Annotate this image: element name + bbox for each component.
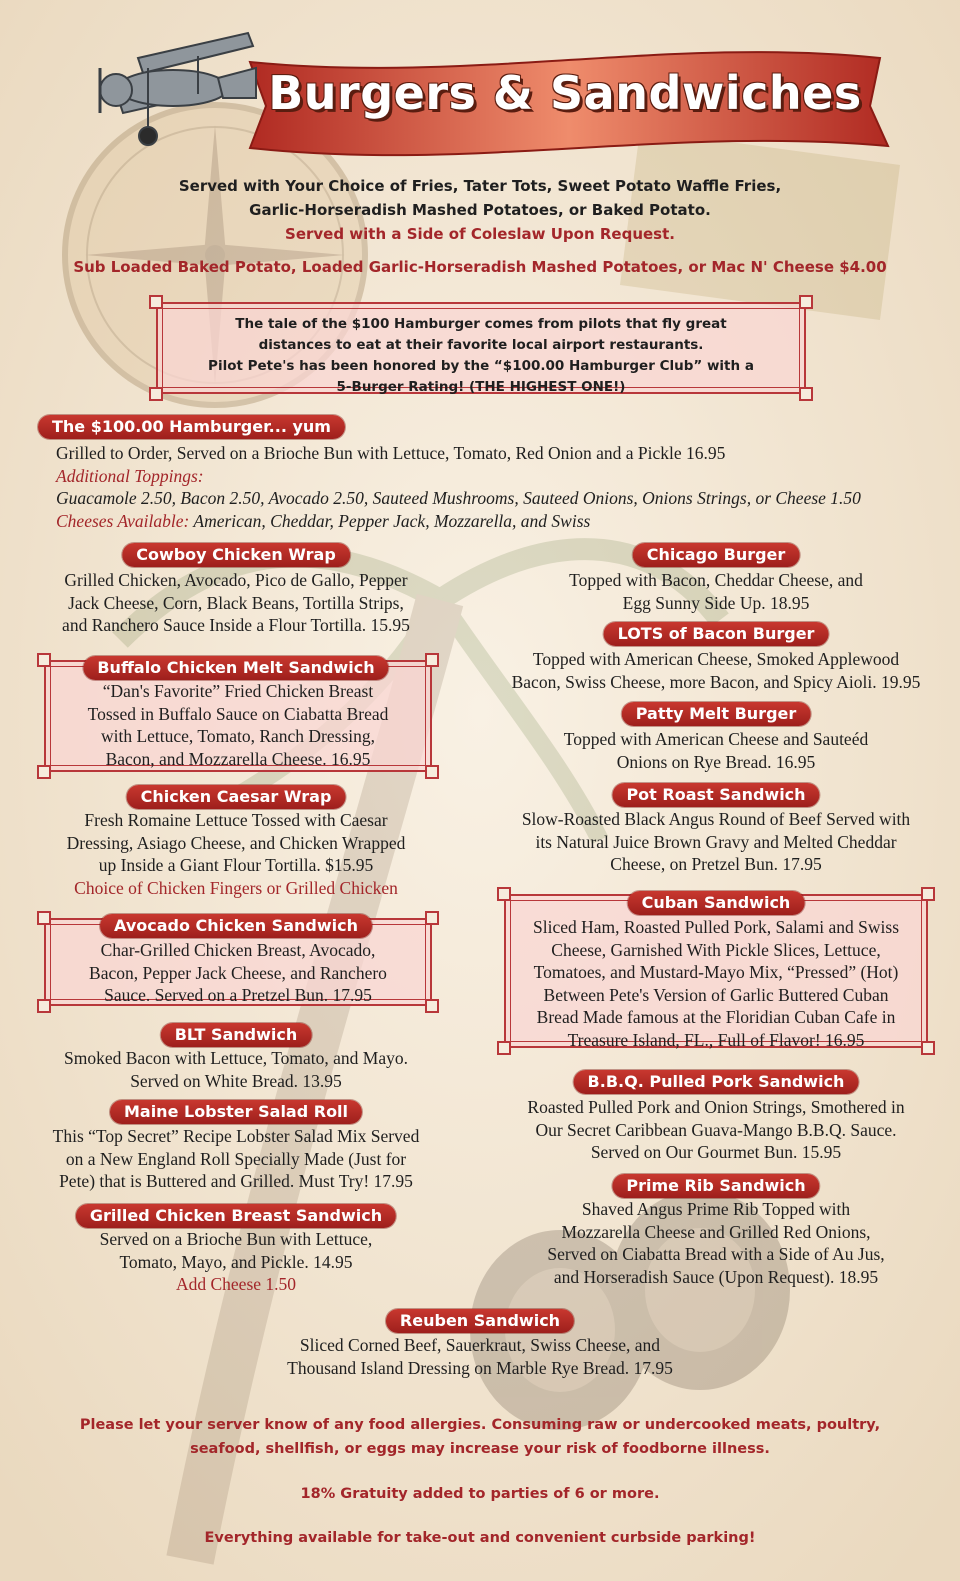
title-banner: [240, 44, 890, 164]
item-heading: Patty Melt Burger: [622, 702, 811, 726]
desc-line: Egg Sunny Side Up. 18.95: [622, 592, 810, 613]
item-heading: Chicago Burger: [633, 543, 800, 567]
desc-line: Served on Ciabatta Bread with a Side of Au Jus,: [547, 1244, 885, 1264]
item-heading: Grilled Chicken Breast Sandwich: [76, 1204, 396, 1228]
item-heading: BLT Sandwich: [161, 1023, 312, 1047]
intro-block: [0, 174, 960, 246]
item-heading: Pot Roast Sandwich: [612, 783, 819, 807]
item-heading: Cuban Sandwich: [628, 891, 805, 915]
desc-line: Treasure Island, FL., Full of Flavor! 16.95: [567, 1029, 865, 1050]
desc-line: Smoked Bacon with Lettuce, Tomato, and Mayo.: [63, 1048, 408, 1068]
takeout-notice: Everything available for take-out and convenient curbside parking!: [204, 1530, 756, 1546]
desc-line: Onions on Rye Bread. 16.95: [616, 751, 816, 772]
intro-line: Served with Your Choice of Fries, Tater Tots, Sweet Potato Waffle Fries,: [178, 177, 782, 195]
desc-line: its Natural Juice Brown Gravy and Melted Cheddar: [535, 831, 897, 852]
desc-line: Bacon, Swiss Cheese, more Bacon, and Spicy Aioli. 19.95: [511, 671, 921, 692]
desc-line: Cheese, Garnished With Pickle Slices, Lettuce,: [551, 939, 881, 960]
desc-line: Topped with American Cheese and Sauteéd: [563, 729, 869, 749]
desc-line: Topped with Bacon, Cheddar Cheese, and: [569, 570, 863, 590]
item-heading: Buffalo Chicken Melt Sandwich: [83, 656, 388, 680]
desc-line: Thousand Island Dressing on Marble Rye Bread. 17.95: [287, 1357, 673, 1378]
allergy-line: Please let your server know of any food allergies. Consuming raw or undercooked meats, poultry,: [79, 1417, 881, 1433]
desc-line: Mozzarella Cheese and Grilled Red Onions,: [561, 1221, 871, 1242]
hundred-burger-details: [56, 442, 946, 532]
item-heading: Maine Lobster Salad Roll: [110, 1100, 362, 1124]
hundred-burger-desc: Grilled to Order, Served on a Brioche Bun with Lettuce, Tomato, Red Onion and a Pickle 16.95: [56, 443, 726, 463]
page-title: Burgers & Sandwiches: [268, 66, 862, 120]
item-description: [504, 916, 928, 1051]
item-description: [18, 1125, 454, 1193]
allergy-notice: [0, 1413, 960, 1461]
desc-line: Grilled Chicken, Avocado, Pico de Gallo, Pepper: [64, 570, 408, 590]
toppings-label: Additional Toppings:: [56, 465, 204, 486]
item-heading: Avocado Chicken Sandwich: [100, 914, 372, 938]
gratuity-notice: 18% Gratuity added to parties of 6 or more.: [300, 1486, 660, 1502]
desc-line: Fresh Romaine Lettuce Tossed with Caesar: [84, 810, 388, 830]
desc-line: Char-Grilled Chicken Breast, Avocado,: [100, 940, 376, 960]
item-description: [480, 1096, 952, 1164]
desc-line: Bacon, and Mozzarella Cheese. 16.95: [105, 748, 371, 769]
desc-line: Topped with American Cheese, Smoked Applewood: [532, 649, 900, 669]
desc-line: with Lettuce, Tomato, Ranch Dressing,: [100, 726, 376, 746]
desc-line: Tomatoes, and Mustard-Mayo Mix, “Pressed” (Hot): [533, 962, 899, 982]
club-line: Pilot Pete's has been honored by the “$100.00 Hamburger Club” with a: [208, 358, 754, 374]
desc-line: Roasted Pulled Pork and Onion Strings, Smothered in: [527, 1097, 905, 1117]
club-line: distances to eat at their favorite local airport restaurants.: [258, 337, 704, 353]
desc-line: Pete) that is Buttered and Grilled. Must Try! 17.95: [59, 1171, 413, 1191]
hundred-burger-heading: The $100.00 Hamburger... yum: [38, 415, 345, 439]
item-heading: Reuben Sandwich: [386, 1309, 574, 1333]
desc-line: Bread Made famous at the Floridian Cuban Cafe in: [536, 1007, 896, 1027]
club-line: 5-Burger Rating! (THE HIGHEST ONE!): [336, 379, 626, 395]
biplane-icon: [78, 28, 258, 158]
item-heading: B.B.Q. Pulled Pork Sandwich: [574, 1070, 859, 1094]
desc-line: Cheese, on Pretzel Bun. 17.95: [610, 854, 822, 874]
item-description: [480, 1198, 952, 1288]
item-description: [480, 808, 952, 876]
desc-line: This “Top Secret” Recipe Lobster Salad Mix Served: [52, 1126, 420, 1146]
cheeses-list: American, Cheddar, Pepper Jack, Mozzarella, and Swiss: [189, 510, 591, 531]
item-description: [480, 648, 952, 693]
item-heading: Cowboy Chicken Wrap: [122, 543, 350, 567]
item-description: [18, 809, 454, 899]
desc-line: Served on Our Gourmet Bun. 15.95: [590, 1142, 842, 1162]
coleslaw-note: Served with a Side of Coleslaw Upon Request.: [285, 225, 675, 243]
desc-line: Shaved Angus Prime Rib Topped with: [581, 1199, 851, 1219]
item-description: [18, 569, 454, 637]
item-heading: Prime Rib Sandwich: [612, 1174, 819, 1198]
item-heading: Chicken Caesar Wrap: [127, 785, 346, 809]
substitution-note: Sub Loaded Baked Potato, Loaded Garlic-Horseradish Mashed Potatoes, or Mac N' Cheese $4.00: [73, 258, 887, 276]
desc-line: and Ranchero Sauce Inside a Flour Tortilla. 15.95: [62, 615, 410, 635]
desc-line: Our Secret Caribbean Guava-Mango B.B.Q. Sauce.: [535, 1119, 897, 1140]
hundred-dollar-club-box: [156, 302, 806, 394]
desc-line: Slow-Roasted Black Angus Round of Beef Served with: [521, 809, 911, 829]
desc-line: on a New England Roll Specially Made (Just for: [65, 1148, 407, 1169]
desc-line: Sliced Ham, Roasted Pulled Pork, Salami and Swiss: [532, 917, 900, 937]
toppings-list: Guacamole 2.50, Bacon 2.50, Avocado 2.50, Sauteed Mushrooms, Sauteed Onions, Onions Strings, or Cheese 1.50: [56, 488, 861, 508]
desc-line: Sliced Corned Beef, Sauerkraut, Swiss Cheese, and: [299, 1335, 661, 1355]
desc-line: Jack Cheese, Corn, Black Beans, Tortilla Strips,: [68, 592, 404, 613]
item-note: Choice of Chicken Fingers or Grilled Chicken: [74, 877, 398, 898]
item-description: [18, 1228, 454, 1296]
desc-line: Served on a Brioche Bun with Lettuce,: [99, 1229, 373, 1249]
intro-line: Garlic-Horseradish Mashed Potatoes, or Baked Potato.: [249, 201, 711, 219]
item-description: [44, 939, 432, 1007]
club-line: The tale of the $100 Hamburger comes from pilots that fly great: [235, 316, 727, 332]
desc-line: up Inside a Giant Flour Tortilla. $15.95: [98, 855, 374, 875]
item-description: [480, 728, 952, 773]
desc-line: Between Pete's Version of Garlic Buttered Cuban: [543, 984, 889, 1005]
item-description: [180, 1334, 780, 1379]
desc-line: “Dan's Favorite” Fried Chicken Breast: [102, 681, 374, 701]
item-heading: LOTS of Bacon Burger: [604, 622, 829, 646]
desc-line: Tomato, Mayo, and Pickle. 14.95: [119, 1251, 353, 1272]
item-description: [44, 680, 432, 770]
desc-line: Bacon, Pepper Jack Cheese, and Ranchero: [89, 962, 387, 983]
desc-line: Tossed in Buffalo Sauce on Ciabatta Bread: [87, 703, 389, 724]
item-description: [480, 569, 952, 614]
item-note: Add Cheese 1.50: [175, 1274, 297, 1294]
desc-line: and Horseradish Sauce (Upon Request). 18.95: [553, 1266, 879, 1287]
cheeses-label: Cheeses Available:: [56, 510, 190, 531]
item-description: [18, 1047, 454, 1092]
desc-line: Dressing, Asiago Cheese, and Chicken Wrapped: [66, 832, 406, 853]
desc-line: Served on White Bread. 13.95: [130, 1070, 342, 1091]
allergy-line: seafood, shellfish, or eggs may increase your risk of foodborne illness.: [190, 1441, 770, 1457]
desc-line: Sauce. Served on a Pretzel Bun. 17.95: [104, 985, 372, 1005]
